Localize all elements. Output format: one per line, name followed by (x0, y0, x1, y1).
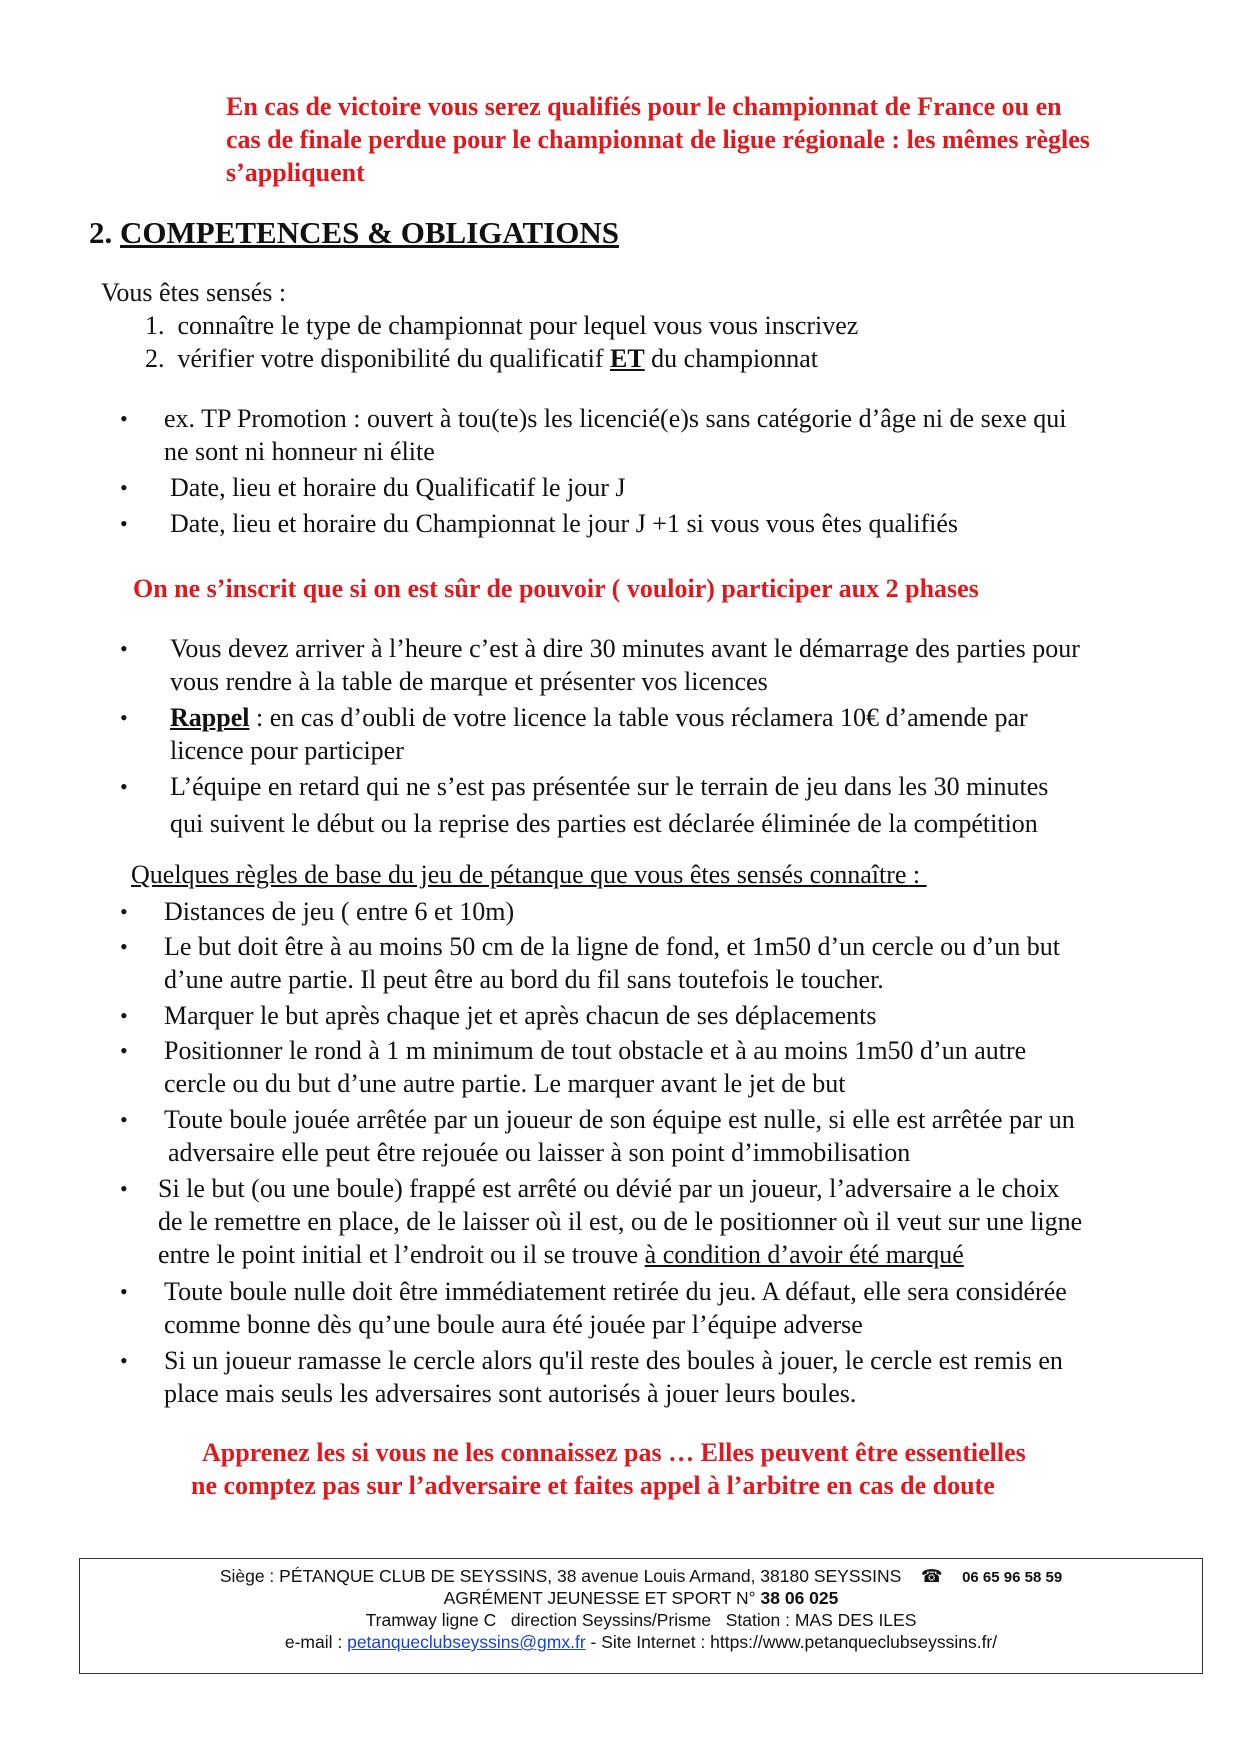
bullet-text: ex. TP Promotion : ouvert à tou(te)s les licencié(e)s sans catégorie d’âge ni de sexe qui (164, 404, 1067, 433)
phone-icon: ☎ (920, 1566, 943, 1586)
bullet-icon: • (120, 1279, 128, 1304)
bullet-text: L’équipe en retard qui ne s’est pas présentée sur le terrain de jeu dans les 30 minutes (170, 772, 1049, 801)
footer-agrement-number: 38 06 025 (760, 1588, 839, 1608)
rule-text: Si le but (ou une boule) frappé est arrêté ou dévié par un joueur, l’adversaire a le choix (158, 1174, 1060, 1203)
rule-text: Toute boule jouée arrêtée par un joueur de son équipe est nulle, si elle est arrêtée par un (164, 1105, 1075, 1134)
notice-line-1: En cas de victoire vous serez qualifiés pour le championnat de France ou en (226, 92, 1062, 121)
rule-text: Toute boule nulle doit être immédiatement retirée du jeu. A défaut, elle sera considérée (164, 1277, 1067, 1306)
closing-line-2: ne comptez pas sur l’adversaire et faites appel à l’arbitre en cas de doute (191, 1471, 995, 1500)
footer-line-1 (80, 1565, 1202, 1589)
bullet-icon: • (120, 774, 128, 799)
footer-phone: 06 65 96 58 59 (962, 1569, 1063, 1586)
bullet-text: Date, lieu et horaire du Qualificatif le jour J (170, 473, 626, 502)
rule-text-cont: cercle ou du but d’une autre partie. Le marquer avant le jet de but (164, 1069, 846, 1098)
rule-text-cont: place mais seuls les adversaires sont autorisés à jouer leurs boules. (164, 1379, 857, 1408)
numbered-item-text: connaître le type de championnat pour lequel vous vous inscrivez (177, 311, 859, 340)
numbered-item-num: 1. (145, 311, 165, 340)
section-heading (89, 213, 619, 253)
bullet-text (170, 701, 1028, 734)
bullet-icon: • (120, 511, 128, 536)
rule-text-cont: adversaire elle peut être rejouée ou laisser à son point d’immobilisation (168, 1138, 911, 1167)
rappel-text: : en cas d’oubli de votre licence la table vous réclamera 10€ d’amende par (249, 703, 1028, 732)
numbered-item-emphasis: ET (609, 344, 645, 373)
rule-text-cont (158, 1238, 964, 1271)
rappel-label: Rappel (170, 703, 250, 732)
numbered-item-1 (145, 309, 858, 342)
bullet-text-cont: vous rendre à la table de marque et présenter vos licences (170, 667, 768, 696)
footer-email-link[interactable]: petanqueclubseyssins@gmx.fr (347, 1632, 586, 1652)
bullet-icon: • (120, 636, 128, 661)
rule-text: Distances de jeu ( entre 6 et 10m) (164, 897, 515, 926)
bullet-text-cont: ne sont ni honneur ni élite (164, 437, 435, 466)
bullet-icon: • (120, 475, 128, 500)
rule-text: Marquer le but après chaque jet et après chacun de ses déplacements (164, 1001, 877, 1030)
rules-heading: Quelques règles de base du jeu de pétanque que vous êtes sensés connaître : (131, 860, 927, 889)
rule-text-cont: d’une autre partie. Il peut être au bord du fil sans toutefois le toucher. (164, 965, 884, 994)
numbered-item-text: vérifier votre disponibilité du qualificatif (177, 344, 604, 373)
bullet-icon: • (120, 899, 128, 924)
notice-line-3: s’appliquent (226, 158, 365, 187)
intro-text: Vous êtes sensés : (101, 278, 287, 307)
section-number: 2. (89, 215, 113, 250)
bullet-text: Vous devez arriver à l’heure c’est à dire 30 minutes avant le démarrage des parties pour (170, 634, 1080, 663)
bullet-icon: • (120, 406, 128, 431)
footer-agrement: AGRÉMENT JEUNESSE ET SPORT N° (443, 1588, 756, 1608)
bullet-icon: • (120, 1107, 128, 1132)
footer-address: Siège : PÉTANQUE CLUB DE SEYSSINS, 38 avenue Louis Armand, 38180 SEYSSINS (219, 1566, 902, 1586)
rule-text: Le but doit être à au moins 50 cm de la ligne de fond, et 1m50 d’un cercle ou d’un but (164, 932, 1061, 961)
numbered-item-2 (145, 342, 818, 375)
bullet-icon: • (120, 1176, 128, 1201)
footer-box (79, 1558, 1203, 1674)
bullet-text-cont: licence pour participer (170, 736, 404, 765)
notice-line-2: cas de finale perdue pour le championnat de ligue régionale : les mêmes règles (226, 125, 1090, 154)
footer-site: - Site Internet : https://www.petanqueclubseyssins.fr/ (585, 1632, 998, 1652)
bullet-text-cont: qui suivent le début ou la reprise des parties est déclarée éliminée de la compétition (170, 809, 1038, 838)
numbered-item-text-after: du championnat (651, 344, 818, 373)
numbered-item-num: 2. (145, 344, 165, 373)
rule-text-cont: comme bonne dès qu’une boule aura été jouée par l’équipe adverse (164, 1310, 863, 1339)
bullet-icon: • (120, 1038, 128, 1063)
bullet-icon: • (120, 934, 128, 959)
rule-text: Positionner le rond à 1 m minimum de tout obstacle et à au moins 1m50 d’un autre (164, 1036, 1027, 1065)
bullet-icon: • (120, 1003, 128, 1028)
rule-text-condition: à condition d’avoir été marqué (644, 1240, 964, 1269)
footer-line-4 (80, 1631, 1202, 1653)
bullet-icon: • (120, 1348, 128, 1373)
rule-text: Si un joueur ramasse le cercle alors qu'il reste des boules à jouer, le cercle est remis en (164, 1346, 1063, 1375)
rule-text-cont: de le remettre en place, de le laisser où il est, ou de le positionner où il veut sur une ligne (158, 1207, 1083, 1236)
footer-line-3: Tramway ligne C direction Seyssins/Prisme Station : MAS DES ILES (365, 1610, 917, 1630)
notice-participation: On ne s’inscrit que si on est sûr de pouvoir ( vouloir) participer aux 2 phases (133, 574, 979, 603)
rule-text-part: entre le point initial et l’endroit ou il se trouve (158, 1240, 645, 1269)
bullet-text: Date, lieu et horaire du Championnat le jour J +1 si vous vous êtes qualifiés (170, 509, 958, 538)
footer-line-2 (80, 1587, 1202, 1609)
section-title: COMPETENCES & OBLIGATIONS (120, 215, 619, 250)
bullet-icon: • (120, 705, 128, 730)
footer-email-label: e-mail : (284, 1632, 348, 1652)
closing-line-1: Apprenez les si vous ne les connaissez pas … Elles peuvent être essentielles (202, 1438, 1026, 1467)
